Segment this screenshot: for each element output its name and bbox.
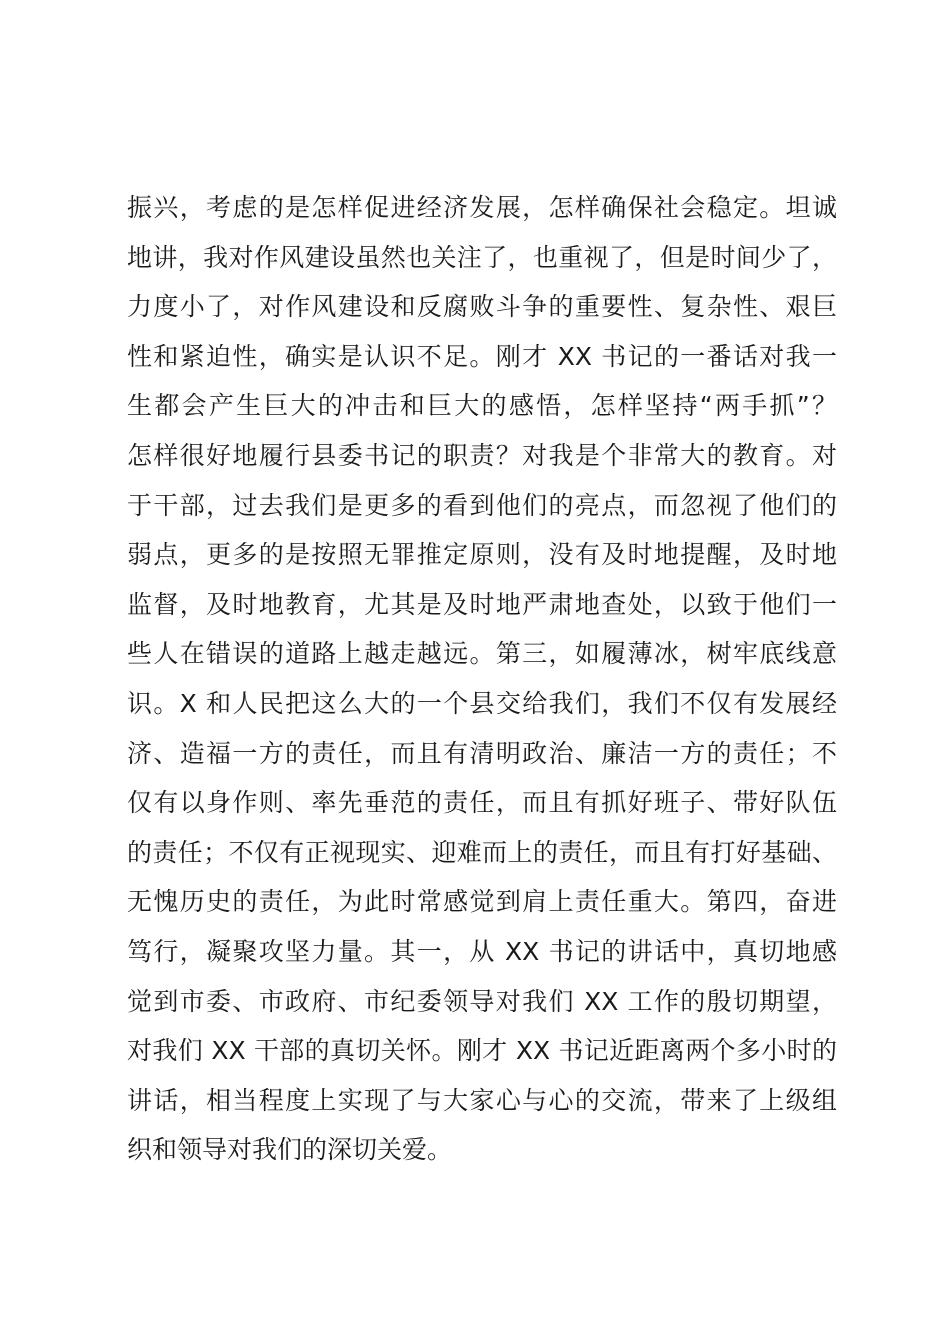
text-line: 识。X 和人民把这么大的一个县交给我们，我们不仅有发展经	[127, 688, 837, 718]
text-line: 觉到市委、市政府、市纪委领导对我们 XX 工作的殷切期望，	[127, 986, 837, 1016]
text-line: 振兴，考虑的是怎样促进经济发展，怎样确保社会稳定。坦诚	[127, 193, 837, 222]
text-line: 的责任；不仅有正视现实、迎难而上的责任，而且有打好基础、	[127, 837, 837, 867]
text-line: 力度小了，对作风建设和反腐败斗争的重要性、复杂性、艰巨	[127, 292, 837, 322]
text-line: 监督，及时地教育，尤其是及时地严肃地查处，以致于他们一	[127, 589, 837, 619]
text-line: 讲话，相当程度上实现了与大家心与心的交流，带来了上级组	[127, 1085, 837, 1115]
text-line: 织和领导对我们的深切关爱。	[127, 1135, 453, 1165]
text-line: 些人在错误的道路上越走越远。第三，如履薄冰，树牢底线意	[127, 639, 837, 669]
text-line: 性和紧迫性，确实是认识不足。刚才 XX 书记的一番话对我一	[127, 341, 837, 371]
text-line: 地讲，我对作风建设虽然也关注了，也重视了，但是时间少了，	[127, 242, 837, 272]
text-line: 于干部，过去我们是更多的看到他们的亮点，而忽视了他们的	[127, 490, 837, 520]
text-line: 济、造福一方的责任，而且有清明政治、廉洁一方的责任；不	[127, 738, 837, 768]
text-line: 无愧历史的责任，为此时常感觉到肩上责任重大。第四，奋进	[127, 887, 837, 917]
text-line: 笃行，凝聚攻坚力量。其一，从 XX 书记的讲话中，真切地感	[127, 936, 837, 966]
text-line: 弱点，更多的是按照无罪推定原则，没有及时地提醒，及时地	[127, 540, 837, 570]
text-line: 怎样很好地履行县委书记的职责？对我是个非常大的教育。对	[127, 440, 837, 470]
body-paragraph	[127, 183, 837, 1175]
text-line: 仅有以身作则、率先垂范的责任，而且有抓好班子、带好队伍	[127, 788, 837, 818]
text-line: 生都会产生巨大的冲击和巨大的感悟，怎样坚持“两手抓”？	[127, 391, 837, 421]
text-line: 对我们 XX 干部的真切关怀。刚才 XX 书记近距离两个多小时的	[127, 1036, 837, 1066]
